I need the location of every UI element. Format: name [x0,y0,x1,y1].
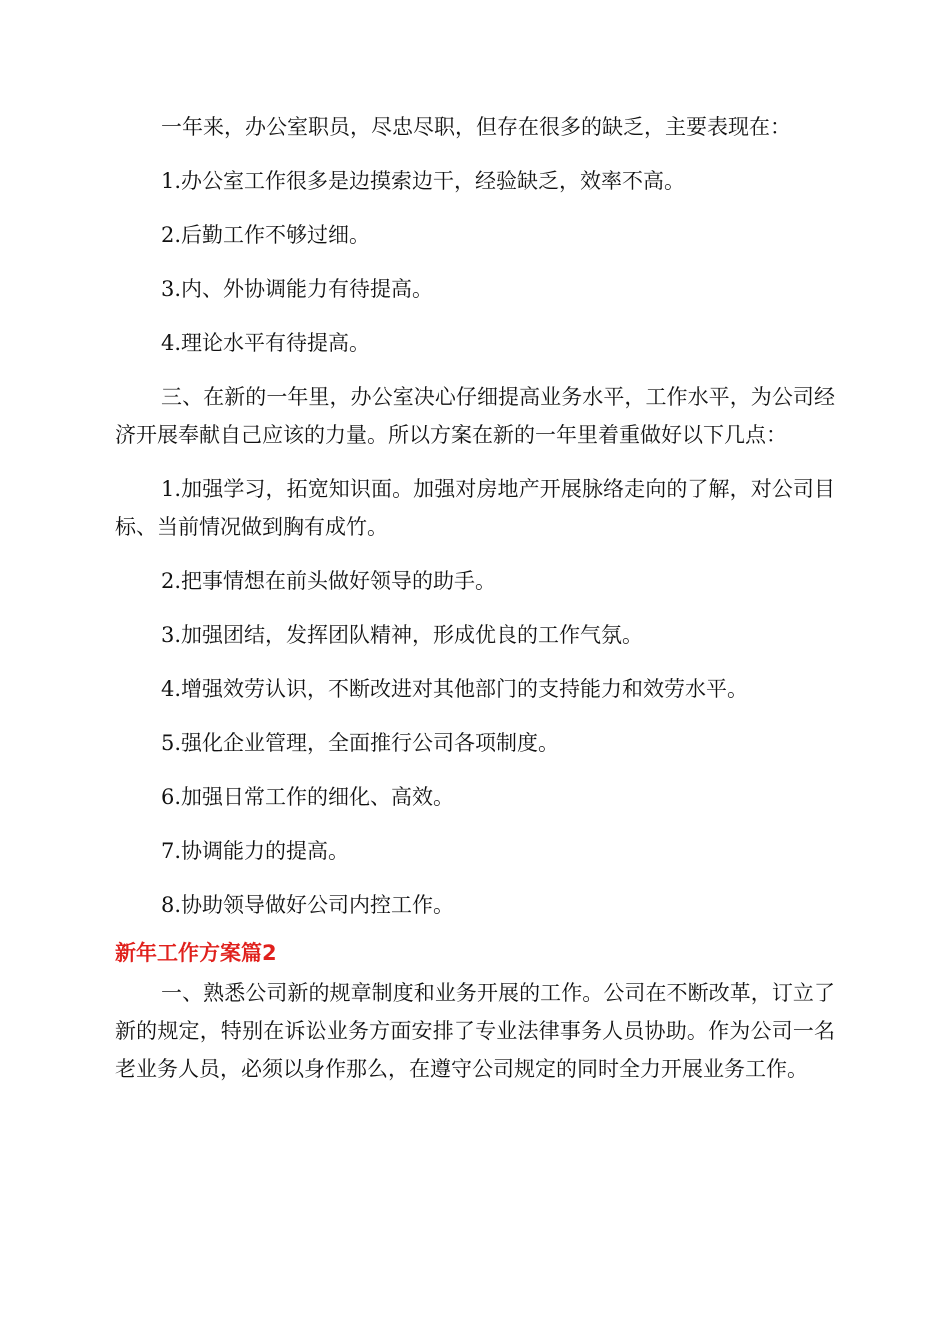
paragraph: 一、熟悉公司新的规章制度和业务开展的工作。公司在不断改革，订立了新的规定，特别在诉讼业务方面安排了专业法律事务人员协助。作为公司一名老业务人员，必须以身作那么，在遵守公司规定的同时全力开展业务工作。 [115,981,835,1081]
list-item: 3.内、外协调能力有待提高。 [161,277,434,301]
paragraph: 三、在新的一年里，办公室决心仔细提高业务水平，工作水平，为公司经济开展奉献自己应该的力量。所以方案在新的一年里着重做好以下几点： [115,385,835,447]
paragraph: 一年来，办公室职员，尽忠尽职，但存在很多的缺乏，主要表现在： [161,115,791,139]
list-item: 3.加强团结，发挥团队精神，形成优良的工作气氛。 [161,623,644,647]
list-item: 5.强化企业管理，全面推行公司各项制度。 [161,731,560,755]
list-item: 4.增强效劳认识，不断改进对其他部门的支持能力和效劳水平。 [161,677,749,701]
list-item: 2.后勤工作不够过细。 [161,223,371,247]
list-item: 2.把事情想在前头做好领导的助手。 [161,569,497,593]
list-item: 1.加强学习，拓宽知识面。加强对房地产开展脉络走向的了解，对公司目标、当前情况做到胸有成竹。 [115,477,835,539]
list-item: 4.理论水平有待提高。 [161,331,371,355]
list-item: 8.协助领导做好公司内控工作。 [161,893,455,917]
list-item: 7.协调能力的提高。 [161,839,350,863]
list-item: 6.加强日常工作的细化、高效。 [161,785,455,809]
section-heading: 新年工作方案篇2 [115,941,277,965]
document-body [115,108,835,1104]
list-item: 1.办公室工作很多是边摸索边干，经验缺乏，效率不高。 [161,169,686,193]
